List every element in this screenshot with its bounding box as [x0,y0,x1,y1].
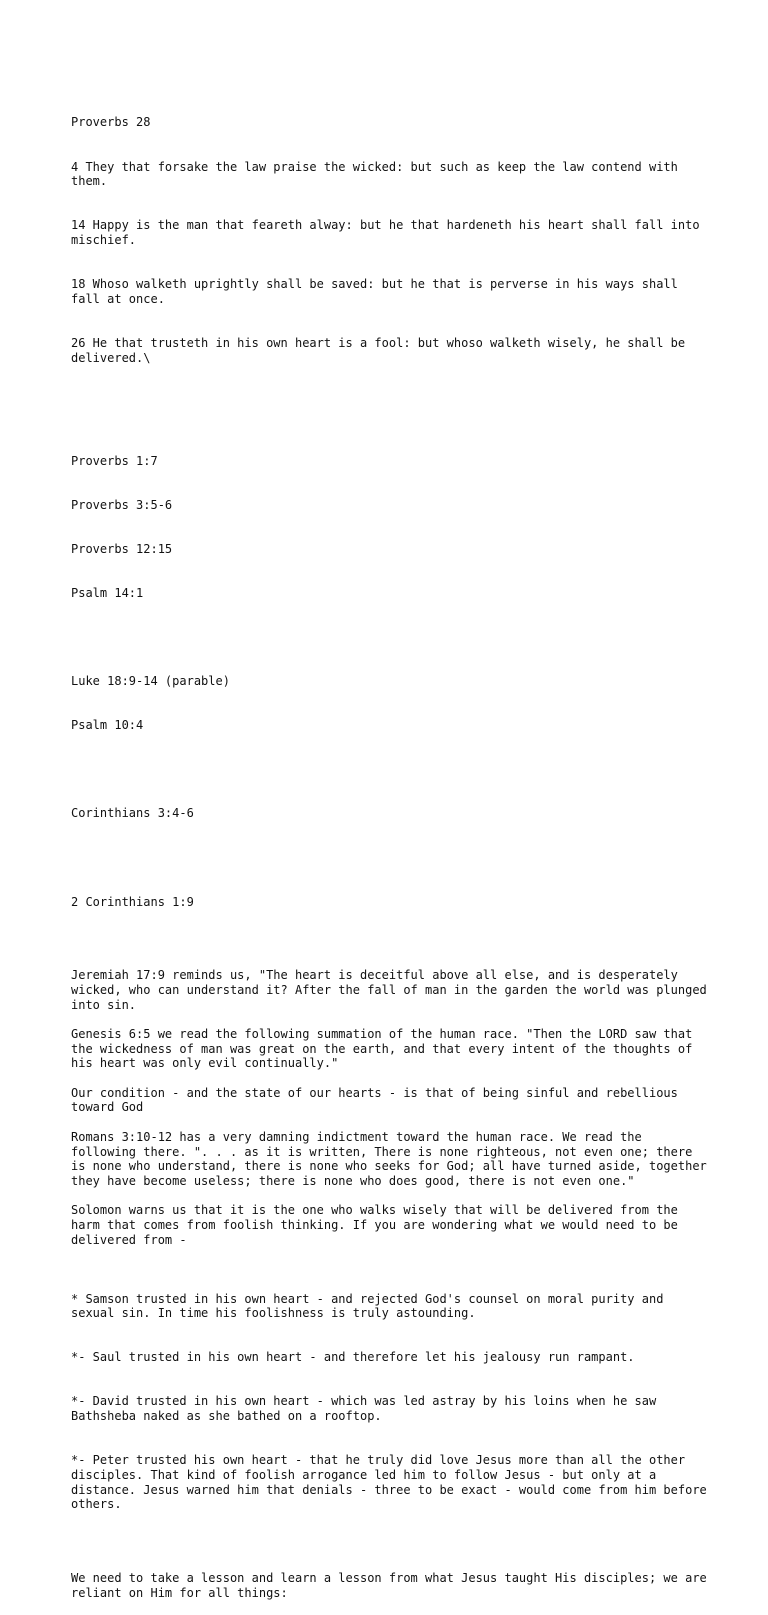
reference-line: Luke 18:9-14 (parable) [71,674,230,689]
reference-line: 2 Corinthians 1:9 [71,894,194,909]
reference-line: Proverbs 1:7 [71,453,158,468]
paragraph-condition: Our condition - and the state of our hearts - is that of being sinful and rebellious toward God [71,1085,686,1115]
reference-line: Proverbs 12:15 [71,541,173,556]
paragraph-jeremiah: Jeremiah 17:9 reminds us, "The heart is deceitful above all else, and is desperately wicked, who can understand it? After the fall of man in the garden the world was plunged into sin. [71,968,714,1012]
reference-c [71,777,711,851]
paragraph-genesis: Genesis 6:5 we read the following summation of the human race. "Then the LORD saw that the wickedness of man was great on the earth, and that every intent of the thoughts of his heart was only evil continually." [71,1026,700,1071]
list-item: *- Saul trusted in his own heart - and therefore let his jealousy run rampant. [71,1350,635,1365]
verse-line: 18 Whoso walketh uprightly shall be saved: but he that is perverse in his ways shall fall at once. [71,277,686,306]
reference-list-a [71,424,711,630]
section-heading: Proverbs 28 [71,115,151,130]
list-item: * Samson trusted in his own heart - and rejected God's counsel on moral purity and sexual sin. In time his foolishness is truly astounding. [71,1291,671,1321]
reference-line: Corinthians 3:4-6 [71,806,194,821]
list-item: *- Peter trusted his own heart - that he truly did love Jesus more than all the other disciples. That kind of foolish arrogance led him to follow Jesus - but only at a distance. Jesus warned him that denials - three to be exact - would come from him before others. [71,1453,714,1512]
reference-line: Psalm 14:1 [71,585,144,600]
document-page [71,86,714,1615]
verse-line: 4 They that forsake the law praise the wicked: but such as keep the law contend with them. [71,159,686,189]
reference-list-b [71,645,711,763]
reference-line: Proverbs 3:5-6 [71,497,173,512]
paragraph-romans: Romans 3:10-12 has a very damning indictment toward the human race. We read the following there. ". . . as it is written, There is none righteous, not even one; there is none who understand, there is none who seeks for God; all have turned aside, together they have become useless; there is none who does good, there is not even one." [71,1129,714,1188]
verse-line: 14 Happy is the man that feareth alway: but he that hardeneth his heart shall fall into mischief. [71,218,707,248]
proverbs-28-section [71,86,711,395]
reference-d [71,865,711,939]
list-item: *- David trusted in his own heart - which was led astray by his loins when he saw Bathsheba naked as she bathed on a rooftop. [71,1394,664,1424]
verse-line: 26 He that trusteth in his own heart is a fool: but whoso walketh wisely, he shall be delivered.\ [71,335,693,365]
reference-line: Psalm 10:4 [71,718,144,733]
paragraph-solomon: Solomon warns us that it is the one who walks wisely that will be delivered from the harm that comes from foolish thinking. If you are wondering what we would need to be delivered from - [71,1203,686,1247]
examples-list [71,1262,714,1541]
paragraph-closing: We need to take a lesson and learn a lesson from what Jesus taught His disciples; we are reliant on Him for all things: [71,1570,714,1600]
